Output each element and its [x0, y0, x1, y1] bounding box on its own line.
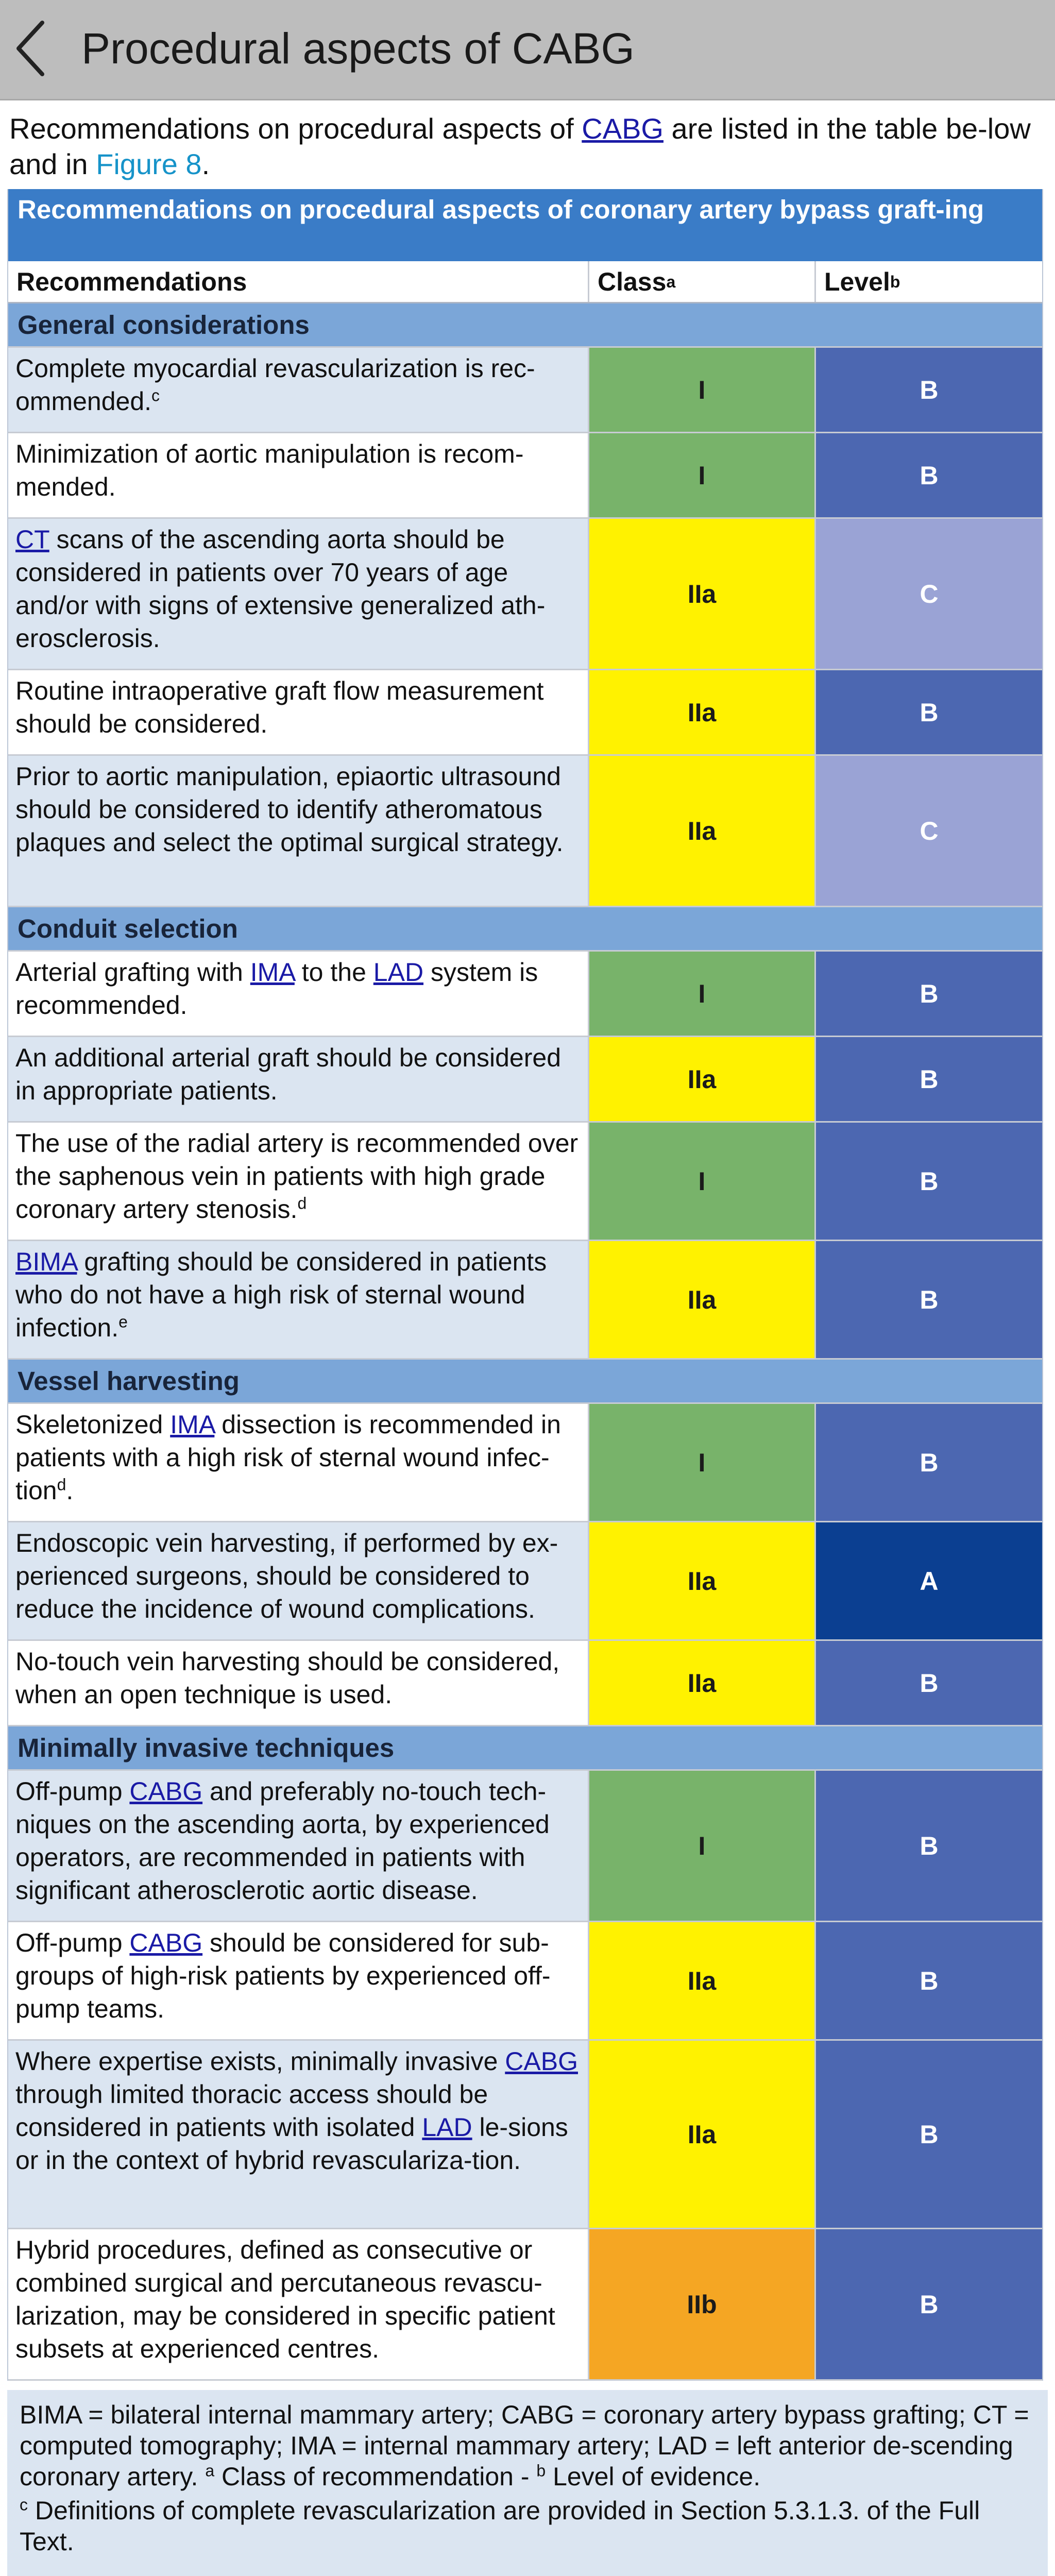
recommendation-text-span: Complete myocardial revascularization is rec-ommended.: [15, 354, 535, 416]
class-badge: IIa: [588, 1641, 814, 1725]
table-row: [8, 348, 1042, 433]
class-badge: IIa: [588, 1522, 814, 1639]
table-row: [8, 2041, 1042, 2229]
level-badge: C: [814, 756, 1042, 906]
recommendation-text: [8, 1771, 588, 1921]
class-badge: IIa: [588, 1241, 814, 1358]
level-badge: B: [814, 952, 1042, 1036]
recommendation-text-span: le-sions or in the context of hybrid revasculariza-tion.: [15, 2113, 568, 2175]
recommendation-text: An additional arterial graft should be considered in appropriate patients.: [15, 1043, 561, 1105]
abbreviations-note: [20, 2399, 1035, 2492]
column-header-level: Level b: [814, 261, 1042, 302]
table-header-row: [8, 261, 1042, 303]
level-badge: B: [814, 348, 1042, 432]
class-badge: IIa: [588, 756, 814, 906]
intro-text: are listed in the table be-low and in: [9, 112, 1031, 180]
level-badge: B: [814, 433, 1042, 517]
recommendation-text-span: Where expertise exists, minimally invasive: [15, 2047, 505, 2076]
table-row: [8, 1922, 1042, 2041]
recommendation-text: [8, 952, 588, 1036]
recommendation-text-span: scans of the ascending aorta should be considered in patients over 70 years of age and/or with signs of extensive generalized ath-erosclerosis.: [15, 525, 546, 653]
footnote-c: [20, 2495, 1035, 2557]
footnote-marker: d: [297, 1194, 307, 1213]
table-row: [8, 2229, 1042, 2381]
column-header-class-label: Class: [598, 267, 667, 296]
recommendation-text: No-touch vein harvesting should be considered, when an open technique is used.: [15, 1647, 560, 1709]
level-badge: B: [814, 1404, 1042, 1521]
section-general-considerations: General considerations: [8, 303, 1042, 348]
table-row: [8, 1123, 1042, 1241]
ct-link[interactable]: CT: [15, 525, 49, 554]
table-row: [8, 519, 1042, 670]
chevron-left-icon: [7, 18, 54, 79]
section-vessel-harvesting: Vessel harvesting: [8, 1360, 1042, 1404]
table-row: [8, 1404, 1042, 1522]
class-badge: IIa: [588, 519, 814, 669]
app-header: [0, 0, 1055, 100]
recommendation-text-span: dissection is recommended in patients with a high risk of sternal wound infec-tion: [15, 1410, 561, 1505]
footnote-c-text: Definitions of complete revascularization are provided in Section 5.3.1.3. of the Full Text.: [20, 2496, 980, 2556]
intro-text: Recommendations on procedural aspects of: [9, 112, 582, 145]
recommendation-text: Endoscopic vein harvesting, if performed by ex-perienced surgeons, should be considered to reduce the incidence of wound complications.: [15, 1529, 558, 1623]
class-badge: IIa: [588, 2041, 814, 2228]
footnote-marker: b: [536, 2461, 546, 2480]
section-conduit-selection: Conduit selection: [8, 907, 1042, 952]
table-row: [8, 1522, 1042, 1641]
table-row: [8, 756, 1042, 907]
table-row: [8, 1641, 1042, 1726]
footnote-marker: e: [118, 1312, 128, 1331]
recommendation-text: [8, 1922, 588, 2039]
recommendation-text-span: system is recommended.: [15, 958, 538, 1020]
footnote-marker: c: [151, 386, 160, 405]
recommendations-table: [7, 189, 1043, 2381]
footnote-marker: d: [57, 1475, 66, 1494]
level-badge: B: [814, 2041, 1042, 2228]
lad-link[interactable]: LAD: [422, 2113, 472, 2142]
class-badge: I: [588, 348, 814, 432]
figure-8-link[interactable]: Figure 8: [96, 148, 202, 180]
recommendation-text-span: through limited thoracic access should be considered in patients with isolated: [15, 2080, 488, 2142]
back-button[interactable]: [7, 18, 54, 79]
table-footnotes: [7, 2390, 1048, 2576]
cabg-link[interactable]: CABG: [129, 1777, 203, 1806]
class-badge: I: [588, 433, 814, 517]
recommendation-text-span: .: [66, 1476, 74, 1505]
level-badge: B: [814, 1037, 1042, 1121]
footnote-marker: c: [20, 2495, 28, 2514]
bima-link[interactable]: BIMA: [15, 1247, 77, 1276]
class-badge: IIb: [588, 2229, 814, 2379]
abbreviations-text: BIMA = bilateral internal mammary artery; CABG = coronary artery bypass grafting; CT = computed tomography; IMA = internal mammary artery; LAD = left anterior de-scending coronary artery.: [20, 2400, 1029, 2491]
level-badge: B: [814, 2229, 1042, 2379]
recommendation-text-span: Off-pump: [15, 1777, 130, 1806]
class-badge: IIa: [588, 670, 814, 754]
recommendation-text-span: Skeletonized: [15, 1410, 171, 1439]
recommendation-text: Minimization of aortic manipulation is recom-mended.: [15, 439, 524, 501]
recommendation-text: [8, 1404, 588, 1521]
table-caption: Recommendations on procedural aspects of coronary artery bypass graft-ing: [8, 189, 1042, 261]
class-badge: I: [588, 1771, 814, 1921]
intro-text: .: [201, 148, 210, 180]
recommendation-text: Prior to aortic manipulation, epiaortic ultrasound should be considered to identify atheromatous plaques and select the optimal surgical strategy.: [15, 762, 564, 857]
recommendation-text: [8, 348, 588, 432]
recommendation-text: [8, 2041, 588, 2228]
recommendation-text-span: The use of the radial artery is recommended over the saphenous vein in patients with high grade coronary artery stenosis.: [15, 1129, 578, 1224]
table-row: [8, 1241, 1042, 1360]
class-badge: I: [588, 952, 814, 1036]
level-definition: Level of evidence.: [546, 2462, 761, 2491]
recommendation-text-span: to the: [294, 958, 373, 987]
level-badge: B: [814, 1123, 1042, 1240]
level-badge: B: [814, 670, 1042, 754]
level-badge: B: [814, 1641, 1042, 1725]
class-badge: I: [588, 1404, 814, 1521]
recommendation-text: Routine intraoperative graft flow measurement should be considered.: [15, 676, 544, 738]
class-badge: IIa: [588, 1037, 814, 1121]
column-header-class: Class a: [588, 261, 814, 302]
level-badge: B: [814, 1771, 1042, 1921]
table-row: [8, 1771, 1042, 1922]
level-badge: B: [814, 1922, 1042, 2039]
cabg-link[interactable]: CABG: [582, 112, 663, 145]
recommendation-text: Hybrid procedures, defined as consecutive or combined surgical and percutaneous revascu-larization, may be considered in specific patient subsets at experienced centres.: [15, 2235, 555, 2363]
class-badge: IIa: [588, 1922, 814, 2039]
ima-link[interactable]: IMA: [250, 958, 295, 987]
level-badge: C: [814, 519, 1042, 669]
recommendation-text: [8, 1241, 588, 1358]
section-minimally-invasive-techniques: Minimally invasive techniques: [8, 1726, 1042, 1771]
level-badge: A: [814, 1522, 1042, 1639]
ima-link[interactable]: IMA: [170, 1410, 215, 1439]
recommendation-text-span: and preferably no-touch tech-niques on the ascending aorta, by experienced operators, are recommended in patients with significant atherosclerotic aortic disease.: [15, 1777, 550, 1905]
table-row: [8, 952, 1042, 1037]
recommendation-text-span: Off-pump: [15, 1928, 130, 1957]
table-row: [8, 433, 1042, 519]
recommendation-text: [8, 519, 588, 669]
recommendation-text: [8, 1123, 588, 1240]
class-badge: I: [588, 1123, 814, 1240]
table-row: [8, 670, 1042, 756]
lad-link[interactable]: LAD: [373, 958, 424, 987]
recommendation-text-span: should be considered for sub-groups of high-risk patients by experienced off-pump teams.: [15, 1928, 551, 2023]
level-badge: B: [814, 1241, 1042, 1358]
page-title: Procedural aspects of CABG: [81, 24, 635, 73]
footnote-marker: a: [205, 2461, 215, 2480]
recommendation-text-span: Arterial grafting with: [15, 958, 250, 987]
column-header-level-label: Level: [824, 267, 890, 296]
recommendation-text-span: grafting should be considered in patients who do not have a high risk of sternal wound infection.: [15, 1247, 547, 1342]
intro-paragraph: [0, 100, 1055, 189]
column-header-recommendations: Recommendations: [16, 267, 247, 296]
table-row: [8, 1037, 1042, 1123]
class-definition: Class of recommendation -: [214, 2462, 537, 2491]
cabg-link[interactable]: CABG: [505, 2047, 578, 2076]
cabg-link[interactable]: CABG: [129, 1928, 203, 1957]
